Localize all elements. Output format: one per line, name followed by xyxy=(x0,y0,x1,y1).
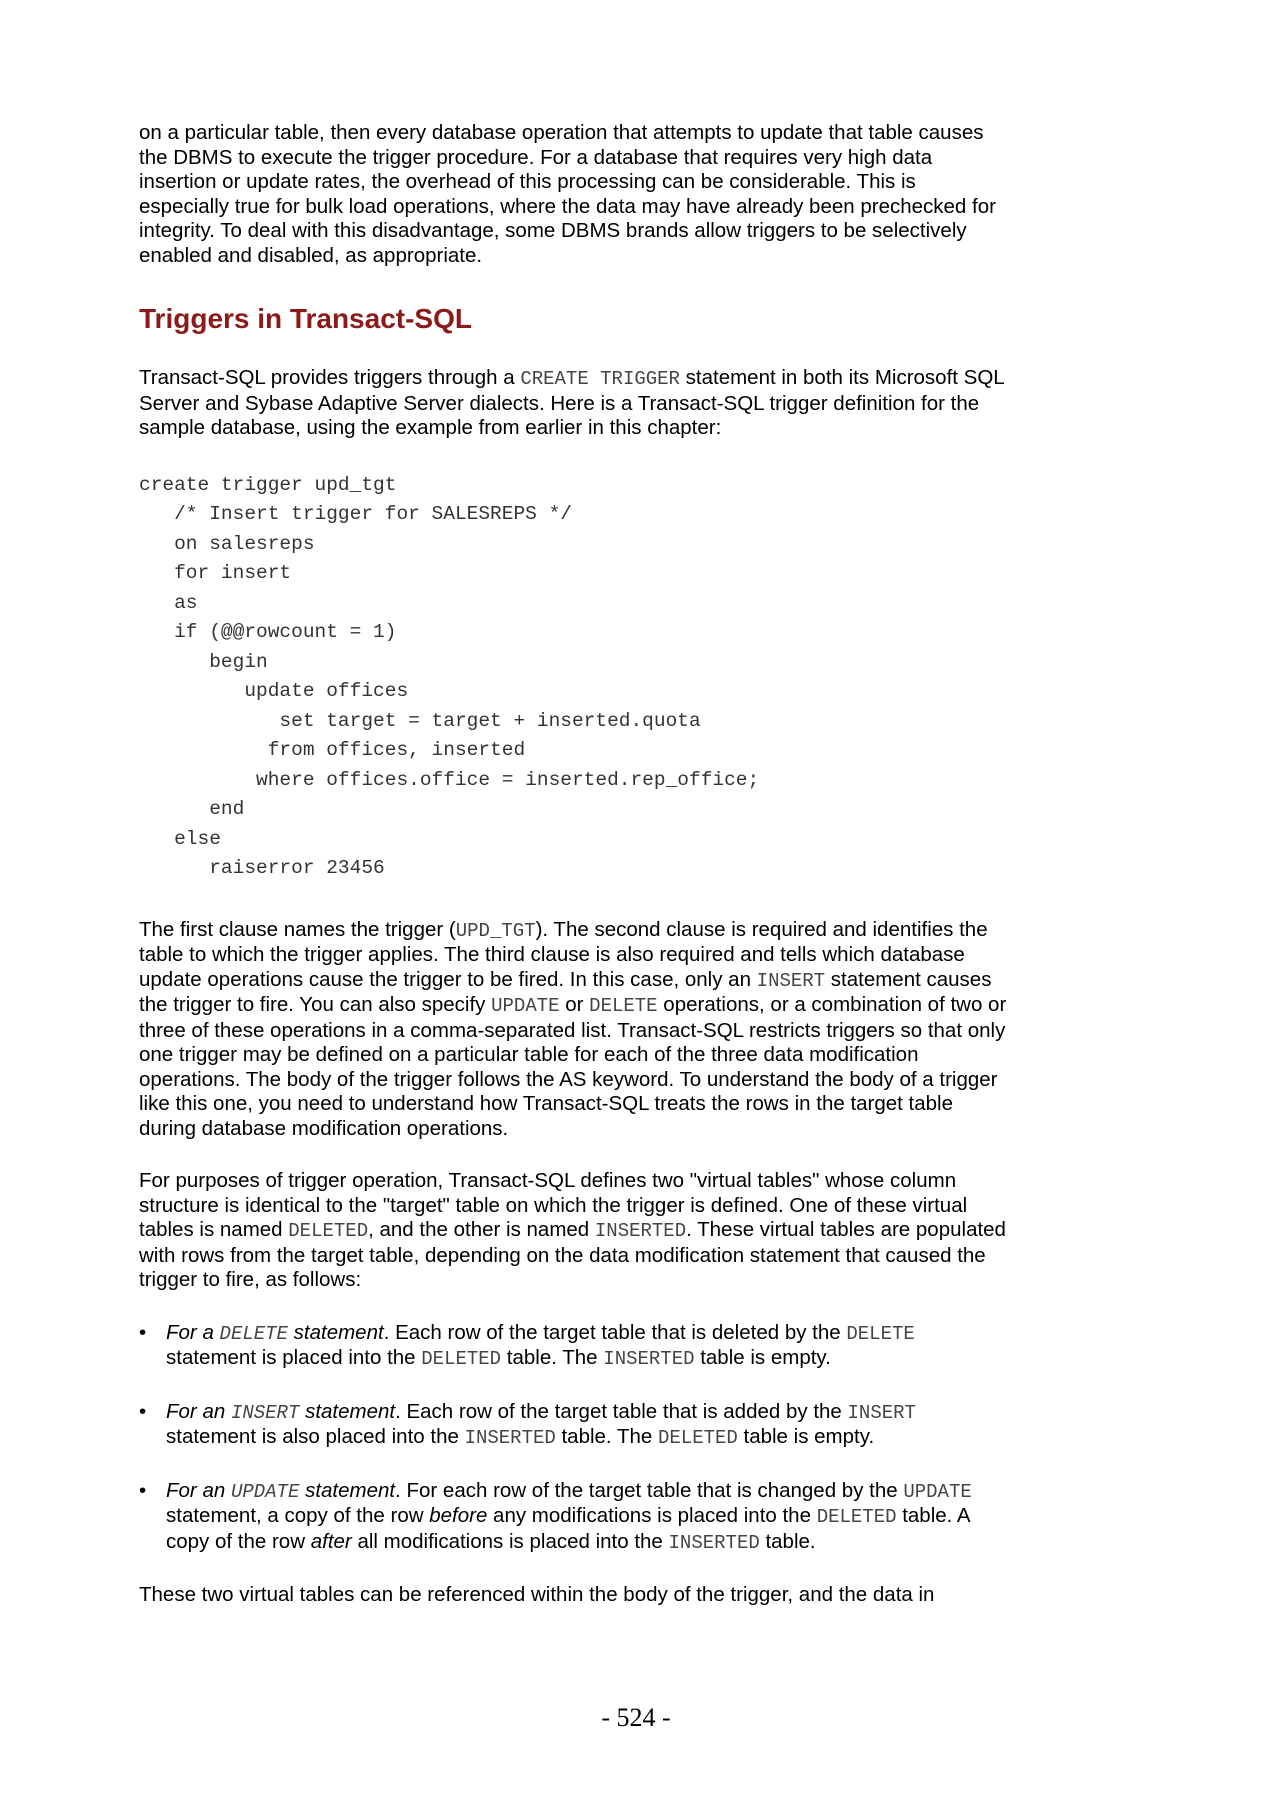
inline-code: CREATE TRIGGER xyxy=(520,368,680,390)
bullet-delete: • For a DELETE statement. Each row of the target table that is deleted by the DELETE statement is placed into the DELETED table. The INSERTED table is empty. xyxy=(139,1320,915,1370)
statement-bullet-list xyxy=(139,1321,1009,1556)
page-content xyxy=(139,121,1009,1608)
trigger-code-listing: create trigger upd_tgt /* Insert trigger for SALESREPS */ on salesreps for insert as if (@@rowcount = 1) begin update offices set target = target + inserted.quota from offices, inserted where offices.office = inserted.rep_office; end else raiserror 23456 xyxy=(139,473,760,879)
bullet-lead: For an UPDATE statement xyxy=(166,1478,396,1503)
text-run: operations, or a combination of two or three of these operations in a comma-separated list. Transact-SQL restricts triggers so that only one trigger may be defined on a particular table for each of the three data modification operations. The body of the trigger follows the AS keyword. To understand the body of a trigger like this one, you need to understand how Transact-SQL treats the rows in the target table during database modification operations. xyxy=(139,993,1007,1140)
bullet-marker: • xyxy=(139,1399,147,1423)
text-run: statement causes the trigger to fire. You can also specify xyxy=(139,967,992,1016)
virtual-tables-paragraph xyxy=(139,1169,1009,1293)
inline-code: DELETED xyxy=(288,1220,369,1242)
text-run: or xyxy=(559,993,590,1016)
text-run: statement in both its Microsoft SQL Server and Sybase Adaptive Server dialects. Here is a Transact-SQL trigger definition for the sample database, using the example from earlier in this chapter: xyxy=(139,366,1004,439)
inline-code: UPD_TGT xyxy=(455,919,536,942)
text-run: , and the other is named xyxy=(368,1218,595,1241)
text-run: Transact-SQL provides triggers through a xyxy=(139,366,521,389)
bullet-lead: For an INSERT statement xyxy=(166,1399,396,1424)
inline-code: DELETE xyxy=(589,995,658,1017)
text-run: For purposes of trigger operation, Transact-SQL defines two "virtual tables" whose column structure is identical to the "target" table on which the trigger is defined. One of these virtual tables is named xyxy=(139,1169,968,1241)
closing-paragraph: These two virtual tables can be referenced within the body of the trigger, and the data in xyxy=(139,1583,935,1606)
bullet-insert: • For an INSERT statement. Each row of the target table that is added by the INSERT statement is also placed into the INSERTED table. The DELETED table is empty. xyxy=(139,1399,916,1449)
bullet-lead: For a DELETE statement xyxy=(166,1320,384,1345)
bullet-marker: • xyxy=(139,1320,147,1344)
clause-explanation-paragraph xyxy=(139,918,1009,1142)
intro-paragraph: on a particular table, then every database operation that attempts to update that table causes the DBMS to execute the trigger procedure. For a database that requires very high data insertion or update rates, the overhead of this processing can be considerable. This is especially true for bulk load operations, where the data may have already been prechecked for integrity. To deal with this disadvantage, some DBMS brands allow triggers to be selectively enabled and disabled, as appropriate. xyxy=(139,121,996,267)
inline-code: INSERT xyxy=(756,969,826,992)
bullet-update: • For an UPDATE statement. For each row of the target table that is changed by the UPDATE statement, a copy of the row before any modifications is placed into the DELETED table. A copy of the row after all modifications is placed into the INSERTED table. xyxy=(139,1478,972,1554)
page-number: - 524 - xyxy=(601,1703,671,1732)
text-run: . These virtual tables are populated with rows from the target table, depending on the data modification statement that caused the trigger to fire, as follows: xyxy=(139,1218,1006,1291)
inline-code: UPDATE xyxy=(491,995,560,1017)
inline-code: INSERTED xyxy=(594,1220,687,1242)
create-trigger-paragraph xyxy=(139,366,1009,441)
section-heading: Triggers in Transact-SQL xyxy=(139,303,472,334)
bullet-marker: • xyxy=(139,1478,147,1502)
text-run: ). The second clause is required and identifies the table to which the trigger applies. The third clause is also required and tells which database update operations cause the trigger to be fired. In this case, only an xyxy=(139,917,988,991)
text-run: The first clause names the trigger ( xyxy=(139,917,456,941)
